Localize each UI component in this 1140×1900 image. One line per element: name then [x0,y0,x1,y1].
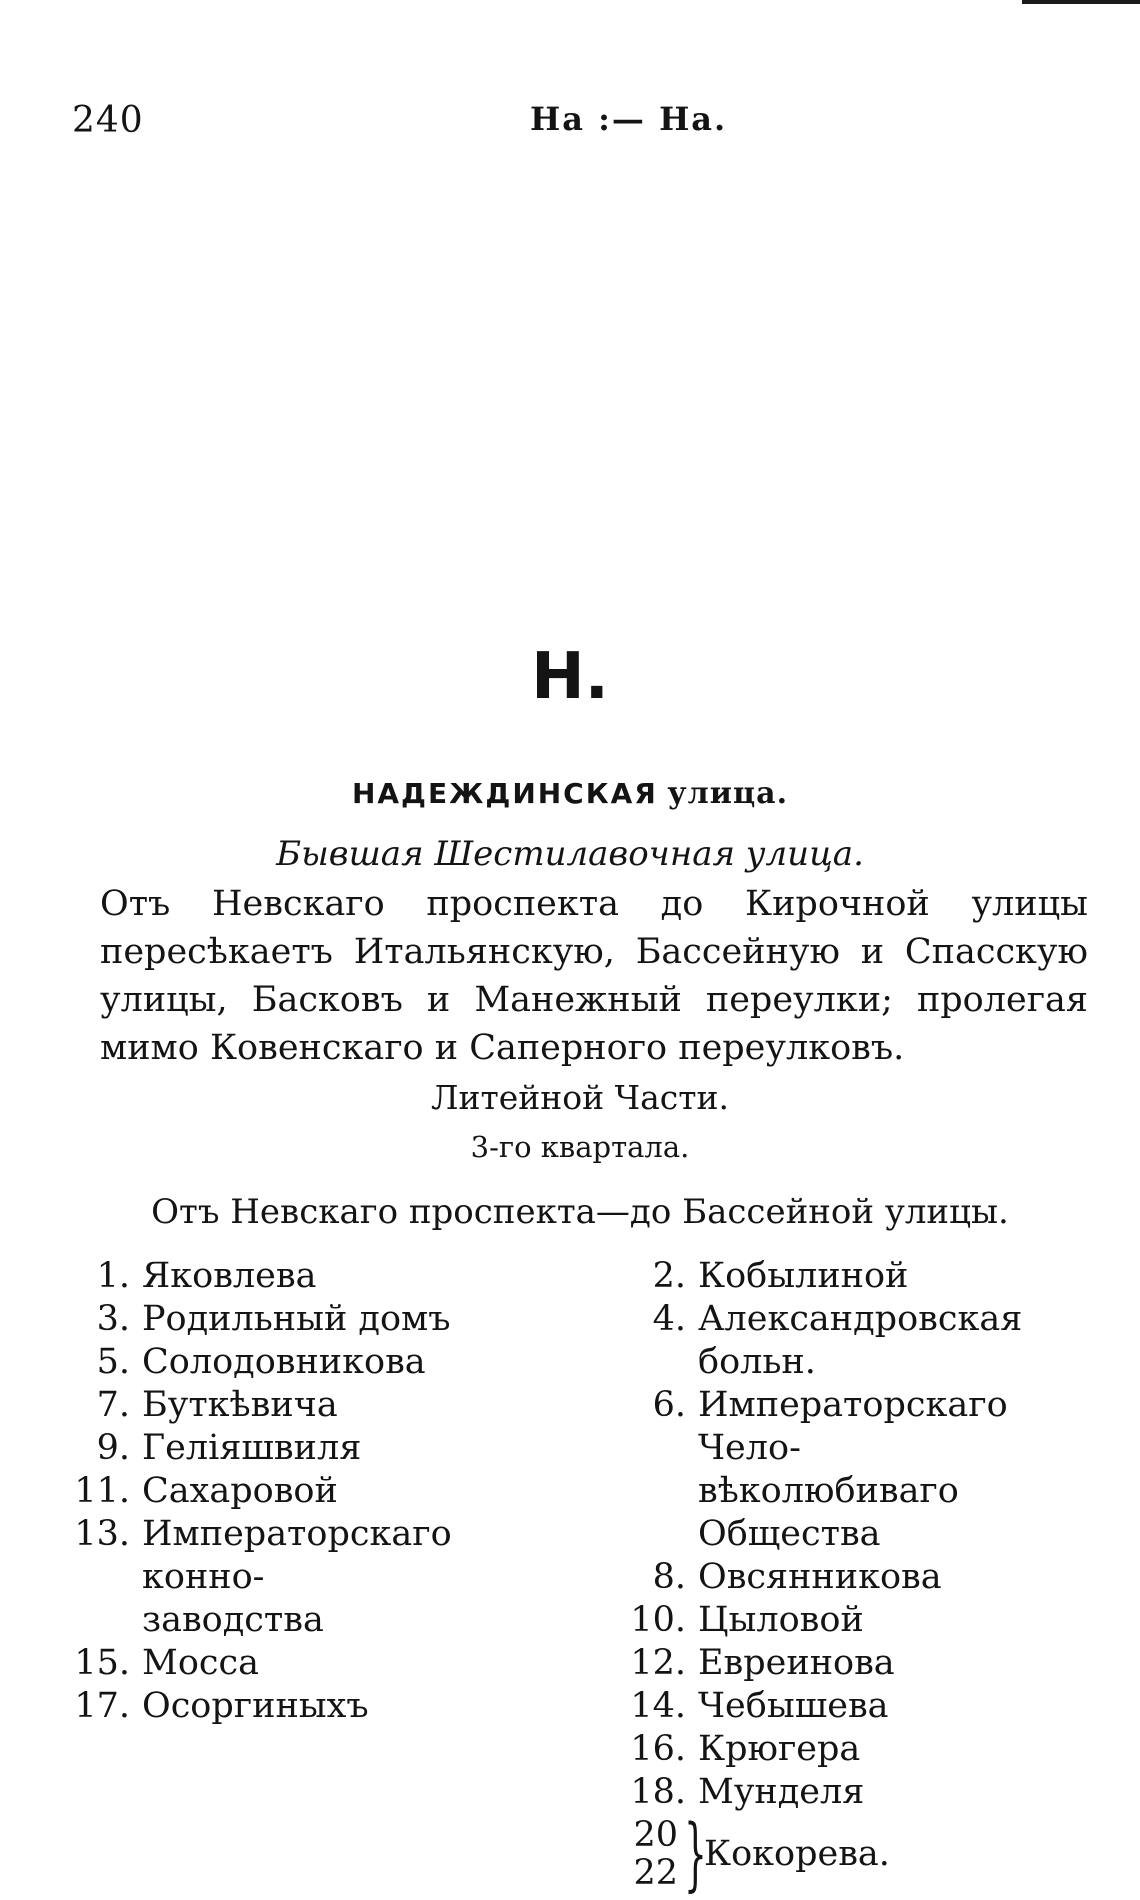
house-entry [620,1728,1120,1771]
house-owner: Чебышева [698,1686,889,1726]
house-entry [620,1255,1120,1298]
former-name: Бывшая Шестилавочная улица. [276,834,864,874]
house-number: 15. [74,1643,130,1683]
house-entry [62,1341,582,1384]
house-owner-continuation: вѣколюбиваго Общества [698,1471,959,1554]
section-heading: Отъ Невскаго проспекта—до Бассейной улицы. [151,1192,1009,1232]
house-entry [62,1255,582,1298]
house-number: 22 [633,1853,678,1893]
house-number: 4. [652,1299,686,1339]
house-entry [62,1298,582,1341]
street-description: Отъ Невскаго проспекта до Кирочной улицы пересѣкаетъ Итальянскую, Бассейную и Спасскую улицы, Басковъ и Манежный переулки; пролегая мимо Ковенскаго и Саперного переулковъ. [100,884,1088,1068]
street-kind: улица. [667,776,789,811]
house-number: 14. [630,1686,686,1726]
house-number: 5. [96,1342,130,1382]
house-owner: Кобылиной [698,1256,909,1296]
house-owner: Солодовникова [142,1342,426,1382]
house-owner: Императорскаго конно- [142,1514,452,1597]
house-number: 16. [630,1729,686,1769]
house-number: 13. [74,1514,130,1554]
house-entry [62,1642,582,1685]
house-owner: Осоргиныхъ [142,1686,369,1726]
house-entry [62,1513,582,1599]
house-entry-braced [620,1807,1120,1900]
house-owner-continuation: заводства [142,1600,324,1640]
house-owner: Крюгера [698,1729,861,1769]
quarter-heading: 3-го квартала. [470,1130,690,1164]
house-owner: Сахаровой [142,1471,338,1511]
house-owner: Овсянникова [698,1557,942,1597]
house-owner: Александровская больн. [698,1299,1023,1382]
house-entry [620,1642,1120,1685]
house-owner: Мунделя [698,1772,865,1812]
page-number: 240 [72,100,144,141]
house-number: 10. [630,1600,686,1640]
house-number: 7. [96,1385,130,1425]
house-entry [620,1685,1120,1728]
house-owner: Евреинова [698,1643,895,1683]
top-rule [1022,0,1140,4]
house-number: 2. [652,1256,686,1296]
entry-title [0,776,1140,811]
house-entry [620,1556,1120,1599]
house-number: 11. [74,1471,130,1511]
house-entry [620,1599,1120,1642]
street-name: НАДЕЖДИНСКАЯ [351,777,658,810]
house-entry [62,1470,582,1513]
house-owner: Кокорева. [704,1833,890,1874]
house-entry [62,1427,582,1470]
house-number: 8. [652,1557,686,1597]
house-number: 9. [96,1428,130,1468]
running-head: На :— На. [530,100,728,138]
house-owner: Родильный домъ [142,1299,451,1339]
house-number: 18. [630,1772,686,1812]
house-number: 12. [630,1643,686,1683]
house-owner: Мосса [142,1643,259,1683]
house-owner: Яковлева [142,1256,317,1296]
house-owner: Буткѣвича [142,1385,338,1425]
house-number: 17. [74,1686,130,1726]
brace: } [684,1807,707,1900]
house-entry [62,1384,582,1427]
house-entry [620,1384,1120,1470]
braced-numbers [620,1816,678,1892]
even-houses-column [620,1255,1120,1900]
district-heading: Литейной Части. [430,1078,730,1117]
house-number: 20 [633,1815,678,1855]
house-entry [620,1298,1120,1384]
house-number: 3. [96,1299,130,1339]
house-owner: Цыловой [698,1600,864,1640]
house-owner: Императорскаго Чело- [698,1385,1008,1468]
house-number: 6. [652,1385,686,1425]
house-entry [62,1685,582,1728]
house-number: 1. [96,1256,130,1296]
section-letter: Н. [531,640,609,714]
house-owner: Геліяшвиля [142,1428,362,1468]
odd-houses-column [62,1255,582,1728]
